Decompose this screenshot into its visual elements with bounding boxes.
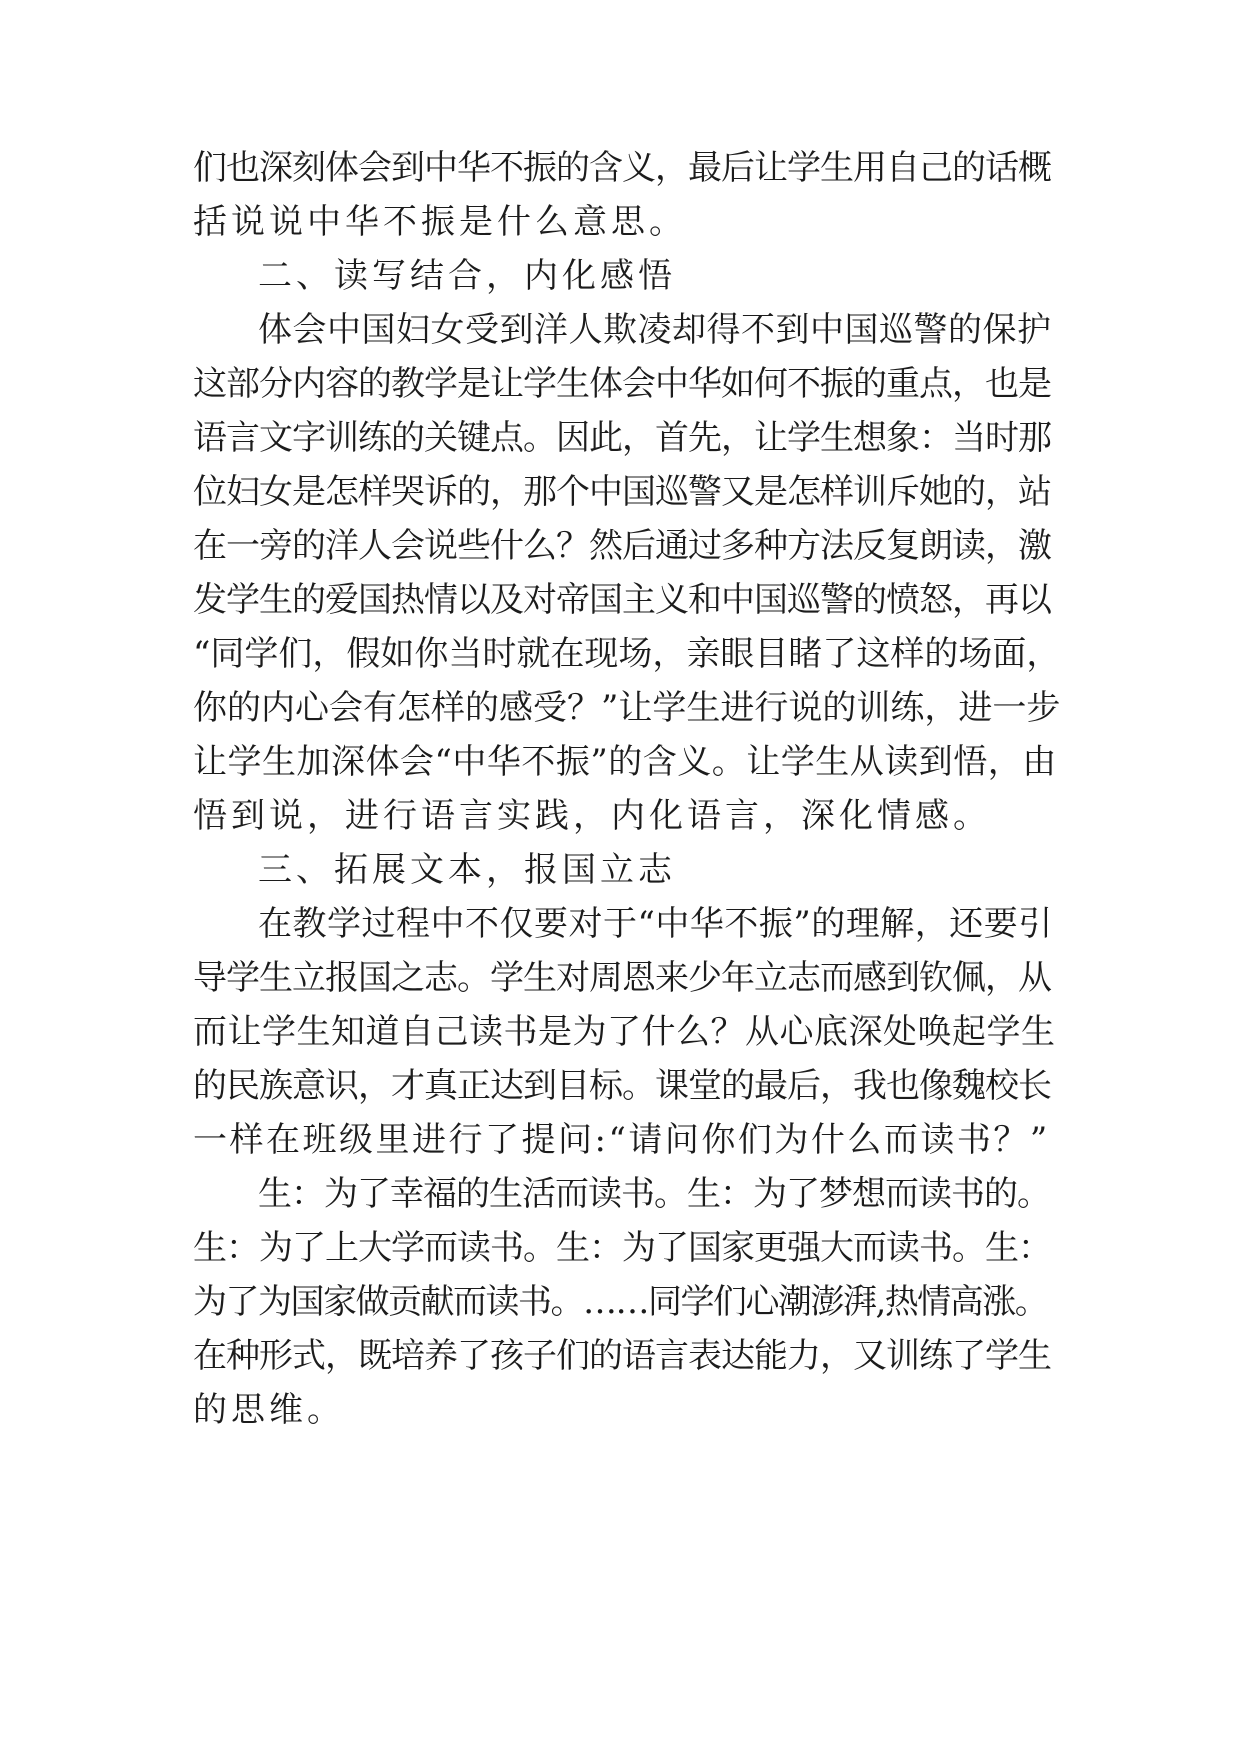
text-line: 们也深刻体会到中华不振的含义，最后让学生用自己的话概	[193, 148, 1051, 188]
text-line: 让学生加深体会“中华不振”的含义。让学生从读到悟，由	[193, 742, 1057, 782]
text-line: 你的内心会有怎样的感受？”让学生进行说的训练，进一步	[193, 688, 1061, 728]
text-line: 为了为国家做贡献而读书。……同学们心潮澎湃,热情高涨。	[193, 1282, 1048, 1322]
text-line: 而让学生知道自己读书是为了什么？从心底深处唤起学生	[193, 1012, 1056, 1052]
text-line: 体会中国妇女受到洋人欺凌却得不到中国巡警的保护	[258, 310, 1052, 350]
text-line: 悟到说，进行语言实践，内化语言，深化情感。	[193, 796, 991, 836]
text-line: 在一旁的洋人会说些什么？然后通过多种方法反复朗读，激	[193, 526, 1051, 566]
text-line: 位妇女是怎样哭诉的，那个中国巡警又是怎样训斥她的，站	[193, 472, 1051, 512]
text-line: 括说说中华不振是什么意思。	[193, 202, 687, 242]
text-line: 生：为了幸福的生活而读书。生：为了梦想而读书的。	[258, 1174, 1050, 1214]
text-line: 导学生立报国之志。学生对周恩来少年立志而感到钦佩，从	[193, 958, 1051, 998]
text-line: 语言文字训练的关键点。因此，首先，让学生想象：当时那	[193, 418, 1051, 458]
section-heading: 三、拓展文本，报国立志	[258, 850, 676, 890]
text-line: 在种形式，既培养了孩子们的语言表达能力，又训练了学生	[193, 1336, 1051, 1376]
text-line: “同学们，假如你当时就在现场，亲眼目睹了这样的场面，	[193, 634, 1061, 674]
section-heading: 二、读写结合，内化感悟	[258, 256, 676, 296]
text-line: 这部分内容的教学是让学生体会中华如何不振的重点，也是	[193, 364, 1051, 404]
text-line: 一样在班级里进行了提问:“请问你们为什么而读书？”	[193, 1120, 1050, 1160]
text-line: 的思维。	[193, 1390, 345, 1430]
text-line: 发学生的爱国热情以及对帝国主义和中国巡警的愤怒，再以	[193, 580, 1051, 620]
text-line: 的民族意识，才真正达到目标。课堂的最后，我也像魏校长	[193, 1066, 1051, 1106]
text-line: 在教学过程中不仅要对于“中华不振”的理解，还要引	[258, 904, 1053, 944]
text-line: 生：为了上大学而读书。生：为了国家更强大而读书。生：	[193, 1228, 1051, 1268]
